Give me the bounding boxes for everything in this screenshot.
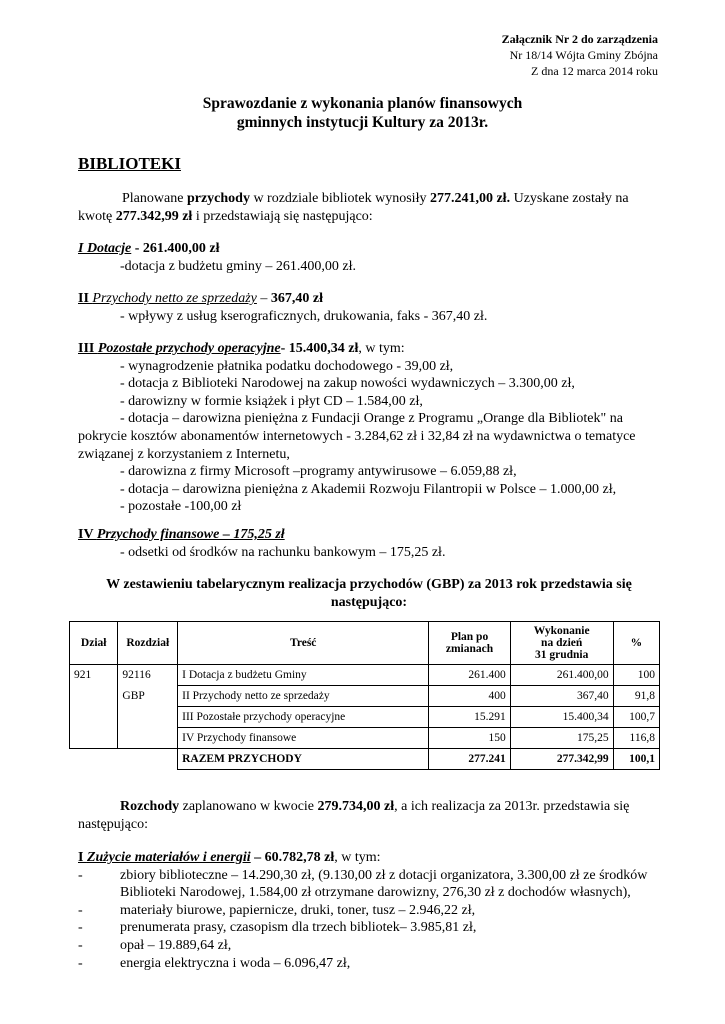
dash-bullet: - [78,902,83,918]
header-line-1: Załącznik Nr 2 do zarządzenia [501,32,658,46]
list-item-text: materiały biurowe, papiernicze, druki, toner, tusz – 2.946,22 zł, [120,902,476,918]
table-row [70,707,660,728]
income-iii-item: - dotacja – darowizna pieniężna z Akademii Rozwoju Filantropii w Polsce – 1.000,00 zł, [120,481,617,497]
dash-bullet: - [78,955,83,971]
list-item-text: opał – 19.889,64 zł, [120,937,232,953]
income-iii-num: III [78,341,98,356]
expenses-i-suffix: , w tym: [334,850,381,865]
col-header-wykonanie [510,622,613,665]
obtained-amount: 277.342,99 zł [115,208,193,224]
table-row [70,686,660,707]
cell-wykonanie: 175,25 [510,728,613,749]
expenses-text: zaplanowano w kwocie [179,799,318,814]
list-item-text: energia elektryczna i woda – 6.096,47 zł, [120,955,351,971]
total-wykonanie: 277.342,99 [510,749,613,770]
expenses-i [78,849,660,972]
intro-text: w rozdziale bibliotek wynosiły [249,191,430,206]
col-header-plan [429,622,510,665]
income-iii-item: - pozostałe -100,00 zł [120,499,242,515]
income-i-item: -dotacja z budżetu gminy – 261.400,00 zł. [120,258,356,274]
income-iv-item: - odsetki od środków na rachunku bankowym – 175,25 zł. [120,544,446,560]
plan-header-line: Plan po [450,631,489,643]
cell-rozdzial-empty [118,707,178,728]
table-header-row [70,622,660,665]
cell-percent: 100 [613,665,659,686]
expenses-i-amount: – 60.782,78 zł [250,850,335,865]
document-title [0,94,725,132]
cell-plan: 400 [429,686,510,707]
table-row [70,665,660,686]
income-iii [78,340,660,516]
income-iv-num: IV [78,527,97,542]
expenses-i-label: Zużycie materiałów i energii [86,850,251,865]
cell-tresc: III Pozostałe przychody operacyjne [178,707,429,728]
income-iii-label: Pozostałe przychody operacyjne [97,341,281,356]
list-item [78,919,660,937]
cell-dzial-empty [70,728,118,749]
cell-percent: 116,8 [613,728,659,749]
dash-bullet: - [78,867,83,883]
planned-amount: 277.241,00 zł. [429,191,511,206]
income-ii [78,290,660,325]
cell-wykonanie: 261.400,00 [510,665,613,686]
cell-percent: 100,7 [613,707,659,728]
cell-tresc: I Dotacja z budżetu Gminy [178,665,429,686]
income-iii-item-continued: pokrycie kosztów abonamentów internetowych - 3.284,62 zł i 32,84 zł na wydawnictwa o tematyce związanej z korzystaniem z Internetu, [78,428,636,462]
intro-bold: przychody [186,191,250,206]
income-ii-label: Przychody netto ze sprzedaży [92,291,257,306]
col-header-dzial: Dział [70,622,118,665]
dash-bullet: - [78,920,83,936]
table-total-row [70,749,660,770]
header-line-3: Z dna 12 marca 2014 roku [531,64,658,78]
expenses-text: , a ich realizacja za 2013r. przedstawia się następująco: [78,799,630,832]
cell-empty [70,749,118,770]
income-iii-item: - dotacja – darowizna pieniężna z Fundacji Orange z Programu „Orange dla Bibliotek" na [120,411,623,427]
col-header-tresc: Treść [178,622,429,665]
cell-dzial-empty [70,707,118,728]
table-row [70,728,660,749]
cell-rozdzial: 92116 [118,665,178,686]
list-item [78,955,660,973]
cell-rozdzial-empty [118,728,178,749]
income-ii-amount: 367,40 zł [270,291,323,306]
income-iii-item: - wynagrodzenie płatnika podatku dochodowego - 39,00 zł, [120,358,454,374]
table-title: W zestawieniu tabelarycznym realizacja przychodów (GBP) za 2013 rok przedstawia się następująco: [106,577,632,610]
cell-percent: 91,8 [613,686,659,707]
income-iv [78,526,660,561]
income-iii-suffix: , w tym: [358,341,405,356]
income-ii-dash: – [256,291,271,306]
cell-plan: 261.400 [429,665,510,686]
col-header-rozdzial: Rozdział [118,622,178,665]
section-heading: BIBLIOTEKI [78,154,181,173]
plan-header-line: zmianach [445,643,494,655]
total-plan: 277.241 [429,749,510,770]
header-line-2: Nr 18/14 Wójta Gminy Zbójna [509,48,658,62]
wyk-header-line: Wykonanie [533,625,590,637]
cell-dzial: 921 [70,665,118,686]
income-iii-item: - darowizna z firmy Microsoft –programy antywirusowe – 6.059,88 zł, [120,464,517,480]
income-ii-item: - wpływy z usług kserograficznych, drukowania, faks - 367,40 zł. [120,308,488,324]
intro-text: Uzyskane zostały na kwotę [78,191,629,224]
list-item [78,902,660,920]
total-percent: 100,1 [613,749,659,770]
cell-tresc: IV Przychody finansowe [178,728,429,749]
intro-paragraph [78,190,660,225]
col-header-percent: % [613,622,659,665]
list-item [78,867,660,902]
cell-empty [118,749,178,770]
total-label: RAZEM PRZYCHODY [178,749,429,770]
wyk-header-line: 31 grudnia [534,649,589,661]
title-line-1: Sprawozdanie z wykonania planów finansowych [202,95,523,112]
income-table [69,621,660,770]
cell-wykonanie: 15.400,34 [510,707,613,728]
income-iii-amount: - 15.400,34 zł [280,341,359,356]
income-i-label: I Dotacje [78,241,132,256]
intro-text: i przedstawiają się następująco: [192,208,373,224]
wyk-header-line: na dzień [541,637,583,649]
cell-plan: 150 [429,728,510,749]
expenses-i-num: I [78,850,87,865]
list-item [78,937,660,955]
cell-dzial-empty [70,686,118,707]
cell-plan: 15.291 [429,707,510,728]
expenses-bold: Rozchody [120,799,180,814]
list-item-text: prenumerata prasy, czasopism dla trzech bibliotek– 3.985,81 zł, [120,920,477,936]
income-iv-label: Przychody finansowe – 175,25 zł [96,527,285,542]
list-item-text: zbiory biblioteczne – 14.290,30 zł, (9.130,00 zł z dotacji organizatora, 3.300,00 zł ze środków Biblioteki Narodowej, 1.584,00 zł otrzymane darowizny, 276,30 zł z dochodów własnych), [120,867,648,901]
expenses-paragraph [78,798,660,833]
cell-tresc: II Przychody netto ze sprzedaży [178,686,429,707]
income-iii-item: - dotacja z Biblioteki Narodowej na zakup nowości wydawniczych – 3.300,00 zł, [120,376,575,392]
dash-bullet: - [78,937,83,953]
intro-text: Planowane [122,191,187,206]
expenses-amount: 279.734,00 zł [317,799,395,814]
income-i [78,240,660,275]
attachment-header [502,31,658,79]
title-line-2: gminnych instytucji Kultury za 2013r. [236,114,489,131]
cell-rozdzial: GBP [118,686,178,707]
cell-wykonanie: 367,40 [510,686,613,707]
income-ii-num: II [78,291,93,306]
income-iii-item: - darowizny w formie książek i płyt CD – 1.584,00 zł, [120,393,423,409]
income-i-amount: - 261.400,00 zł [131,241,220,256]
